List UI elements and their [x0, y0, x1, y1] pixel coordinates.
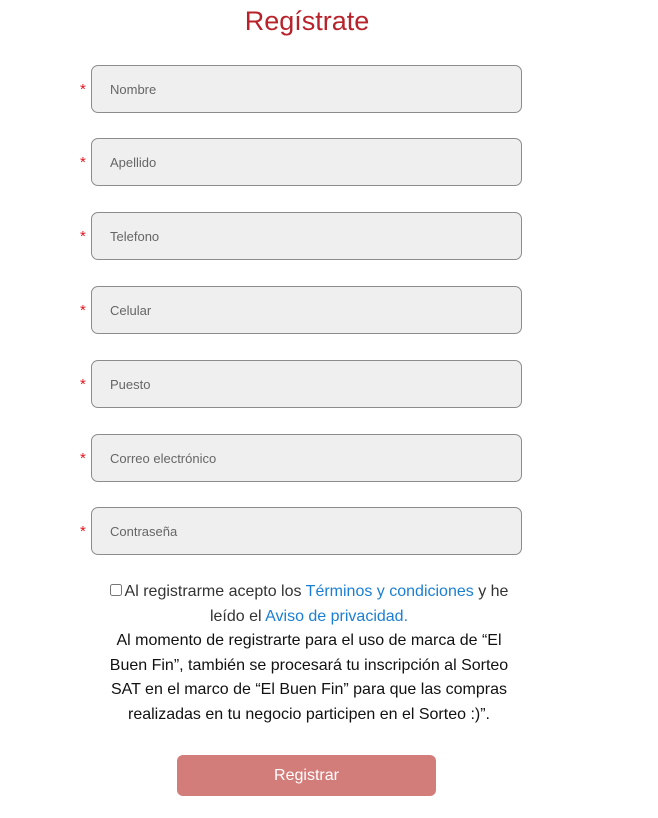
- required-marker: *: [80, 450, 86, 467]
- terms-middle-text: y he leído el: [209, 583, 509, 625]
- register-button[interactable]: Registrar: [177, 755, 436, 796]
- required-marker: *: [80, 302, 86, 319]
- page-title: Regístrate: [244, 6, 370, 36]
- puesto-input[interactable]: [91, 360, 522, 408]
- sorteo-notice: Al momento de registrarte para el uso de marca de “El Buen Fin”, también se procesará tu inscripción al Sorteo SAT en el marco de “El Buen Fin” para que las compras realizadas en tu negocio participen en el Sorteo :)”.: [109, 632, 509, 723]
- required-marker: *: [80, 81, 86, 98]
- privacy-link[interactable]: Aviso de privacidad.: [265, 607, 409, 625]
- password-input[interactable]: [91, 507, 522, 555]
- celular-row: [80, 286, 522, 334]
- terms-link[interactable]: Términos y condiciones: [305, 583, 474, 600]
- contrasena-row: [80, 507, 522, 555]
- nombre-row: [80, 65, 522, 113]
- email-input[interactable]: [91, 434, 522, 482]
- required-marker: *: [80, 154, 86, 171]
- required-marker: *: [80, 376, 86, 393]
- terms-prefix-text: Al registrarme acepto los: [124, 583, 306, 600]
- puesto-row: [80, 360, 522, 408]
- celular-input[interactable]: [91, 286, 522, 334]
- apellido-row: [80, 138, 522, 186]
- correo-row: [80, 434, 522, 482]
- telefono-input[interactable]: [91, 212, 522, 260]
- terms-block: [96, 580, 522, 727]
- terms-checkbox[interactable]: [110, 584, 122, 596]
- apellido-input[interactable]: [91, 138, 522, 186]
- required-marker: *: [80, 523, 86, 540]
- nombre-input[interactable]: [91, 65, 522, 113]
- telefono-row: [80, 212, 522, 260]
- required-marker: *: [80, 228, 86, 245]
